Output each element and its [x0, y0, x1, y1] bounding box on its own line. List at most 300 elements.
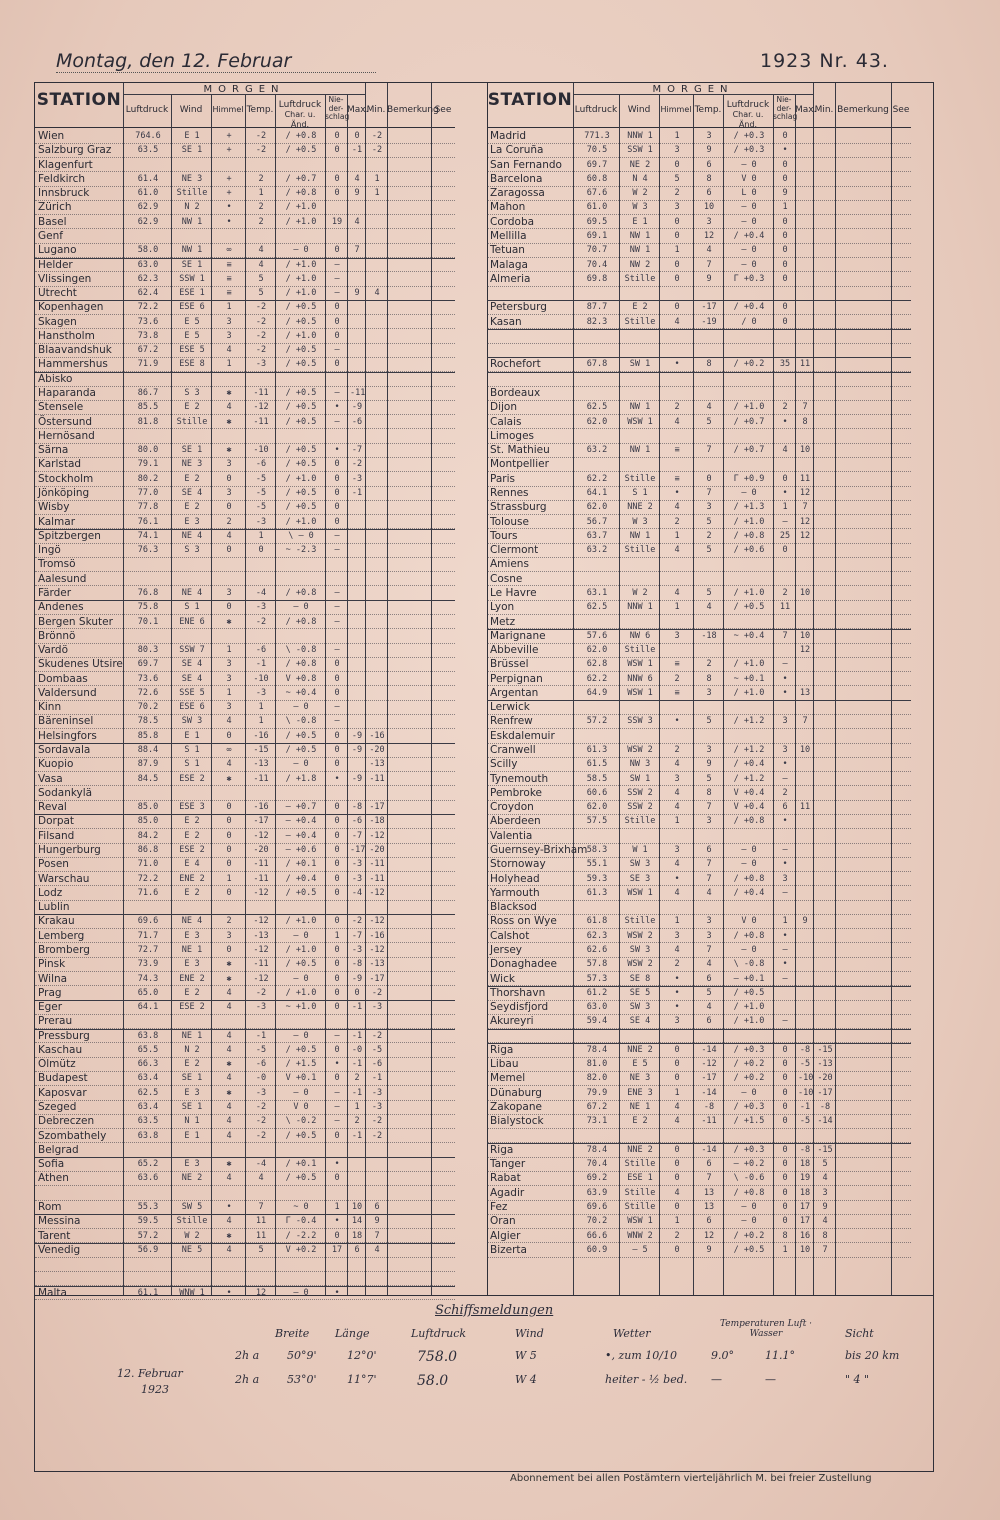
sky-value: 0 — [674, 259, 680, 270]
wind-value: SW 5 — [181, 1202, 203, 1212]
max-value: 10 — [799, 1244, 811, 1255]
wind-value: ESE 5 — [179, 345, 205, 356]
sky-value: ✱ — [226, 1087, 232, 1098]
ship-cell: 9.0° — [711, 1349, 734, 1362]
wind-value: SW 1 — [629, 359, 651, 370]
wind-value: E 1 — [184, 1130, 200, 1141]
wind-value: SW 3 — [181, 716, 203, 727]
precipitation-value: — — [334, 259, 340, 270]
wind-value: ENE 2 — [179, 873, 205, 884]
pressure-value: 55.3 — [137, 1202, 159, 1212]
station-name: Zürich — [38, 201, 72, 214]
pressure-change-value: — 0 — [293, 702, 309, 713]
ship-header: Wind — [515, 1327, 544, 1340]
wind-value: ESE 3 — [179, 802, 205, 813]
max-value: 19 — [799, 1173, 811, 1184]
pressure-value: 82.0 — [586, 1073, 608, 1084]
wind-value: SSW 2 — [627, 787, 653, 798]
temperature-value: 5 — [706, 987, 712, 998]
wind-value: S 1 — [184, 602, 200, 613]
pressure-change-value: / +1.0 — [285, 944, 317, 955]
pressure-change-value: — 0 — [293, 759, 309, 770]
pressure-change-value: / 0 — [741, 316, 757, 327]
pressure-change-value: / +0.5 — [285, 887, 317, 898]
table-row — [35, 472, 455, 486]
precipitation-value: 0 — [334, 302, 340, 313]
station-name: Karlstad — [38, 458, 82, 471]
temperature-value: 1 — [258, 702, 264, 713]
temperature-value: 8 — [706, 673, 712, 684]
sky-value: 4 — [674, 1116, 680, 1127]
table-row — [35, 1286, 455, 1300]
station-name: Memel — [490, 1072, 526, 1085]
table-row — [35, 772, 455, 786]
min-value: -18 — [369, 816, 385, 827]
table-row — [487, 515, 911, 529]
precipitation-value: • — [334, 1287, 340, 1298]
wind-value: NE 1 — [181, 944, 203, 955]
min-value: -20 — [369, 845, 385, 855]
pressure-value: 80.2 — [137, 473, 159, 484]
precipitation-value: 0 — [334, 959, 340, 970]
max-value: 0 — [354, 987, 360, 998]
precipitation-value: 0 — [334, 887, 340, 898]
temperature-value: -12 — [253, 916, 269, 927]
pressure-change-value: / +0.8 — [285, 587, 317, 598]
wind-value: E 2 — [184, 402, 200, 413]
pressure-value: 59.5 — [137, 1216, 159, 1227]
temperature-value: 2 — [706, 530, 712, 541]
sky-value: 1 — [674, 245, 680, 256]
ship-cell: bis 20 km — [845, 1349, 900, 1362]
wind-value: E 2 — [632, 1116, 648, 1127]
pressure-change-value: / +0.4 — [733, 759, 765, 770]
ship-cell: 11.1° — [765, 1349, 795, 1362]
max-value: 8 — [802, 416, 808, 427]
temperature-value: -2 — [255, 1102, 267, 1113]
station-name: Tromsö — [38, 558, 76, 571]
precipitation-value: — — [334, 273, 340, 284]
issue-number: 1923 Nr. 43. — [760, 50, 889, 72]
sky-value: ≡ — [674, 445, 680, 456]
pressure-value: 81.0 — [586, 1059, 608, 1070]
station-name: Montpellier — [490, 458, 549, 471]
min-value: 5 — [822, 1159, 828, 1170]
pressure-value: 63.9 — [586, 1187, 608, 1198]
precipitation-value: 0 — [334, 816, 340, 827]
table-row — [35, 1057, 455, 1071]
pressure-value: 63.2 — [586, 545, 608, 556]
pressure-change-value: / +0.5 — [285, 502, 317, 513]
station-name: Argentan — [490, 686, 539, 699]
table-row — [487, 143, 911, 157]
wind-value: WSW 1 — [627, 1216, 653, 1227]
station-name: Thorshavn — [490, 986, 546, 999]
station-name: Madrid — [490, 130, 527, 142]
pressure-value: 58.0 — [137, 245, 159, 256]
station-name: Wick — [490, 972, 515, 985]
max-value: 13 — [799, 687, 811, 698]
sky-value: 4 — [674, 787, 680, 798]
table-row — [487, 557, 911, 571]
niederschlag-header — [773, 95, 798, 122]
precipitation-value: 0 — [334, 745, 340, 756]
temperature-value: -3 — [255, 359, 267, 370]
table-row — [35, 814, 455, 828]
sky-value: 4 — [674, 502, 680, 513]
max-value: 10 — [799, 630, 811, 641]
table-row — [487, 757, 911, 771]
max-value: -7 — [351, 445, 363, 456]
temperature-value: -12 — [253, 973, 269, 984]
sky-value: + — [226, 173, 232, 184]
table-row — [487, 1214, 911, 1228]
pressure-value: 73.6 — [137, 673, 159, 684]
precipitation-value: 0 — [334, 459, 340, 470]
temperature-value: -15 — [253, 745, 269, 756]
sky-value: 2 — [674, 673, 680, 684]
station-name: Riga — [490, 1143, 514, 1156]
table-row — [35, 1100, 455, 1114]
max-value: 10 — [351, 1202, 363, 1212]
station-name: Olmütz — [38, 1058, 76, 1071]
pressure-change-value: — 0 — [741, 259, 757, 270]
precipitation-value: 0 — [334, 987, 340, 998]
pressure-value: 73.1 — [586, 1116, 608, 1127]
table-row — [487, 1000, 911, 1014]
morgen-label: MORGEN — [652, 84, 734, 95]
sky-value: 1 — [674, 1216, 680, 1227]
table-row — [487, 800, 911, 814]
max-value: -3 — [351, 859, 363, 870]
temperature-value: -6 — [255, 645, 267, 656]
ship-cell: 58.0 — [417, 1373, 449, 1389]
min-value: -12 — [369, 916, 385, 927]
pressure-value: 67.2 — [137, 345, 159, 356]
max-value: 11 — [799, 359, 811, 370]
pressure-change-value: / +1.0 — [733, 516, 765, 527]
pressure-change-value: — 0 — [293, 245, 309, 256]
wind-value: E 2 — [632, 302, 648, 313]
pressure-change-value: / +0.4 — [733, 230, 765, 241]
pressure-value: 70.2 — [137, 702, 159, 713]
temperature-value: 3 — [706, 216, 712, 227]
wind-value: SE 8 — [629, 973, 651, 984]
pressure-change-value: V 0 — [293, 1102, 309, 1113]
precipitation-value: 0 — [334, 687, 340, 698]
pressure-change-value: ~ -2.3 — [285, 545, 317, 556]
wind-value: Stille — [624, 1159, 656, 1170]
pressure-value: 78.4 — [586, 1044, 608, 1055]
sky-value: 4 — [674, 859, 680, 870]
temperature-value: -1 — [255, 659, 267, 670]
pressure-change-value: V +0.1 — [285, 1073, 317, 1084]
pressure-value: 55.1 — [586, 859, 608, 870]
wind-value: E 3 — [184, 959, 200, 970]
min-value: 6 — [374, 1202, 380, 1212]
niederschlag_3: schlag — [325, 112, 350, 121]
max-value: -5 — [799, 1116, 811, 1127]
pressure-value: 63.0 — [137, 259, 159, 270]
sky-value: 1 — [674, 131, 680, 141]
precipitation-value: 0 — [334, 488, 340, 498]
precipitation-value: • — [334, 402, 340, 413]
pressure-change-value: / +0.4 — [285, 873, 317, 884]
station-name: Ross on Wye — [490, 915, 557, 928]
station-name: Akureyri — [490, 1015, 534, 1028]
table-row — [35, 857, 455, 871]
temperature-value: -10 — [253, 445, 269, 456]
station-name: Tanger — [490, 1158, 526, 1171]
wind-value: Stille — [176, 188, 208, 199]
pressure-change-value: / +1.0 — [733, 1016, 765, 1027]
sky-value: 0 — [674, 1173, 680, 1184]
station-name: Limoges — [490, 429, 535, 442]
luftdruck-change-header — [275, 100, 325, 130]
pressure-value: 79.1 — [137, 459, 159, 470]
pressure-value: 66.3 — [137, 1059, 159, 1070]
pressure-value: 70.4 — [586, 1159, 608, 1170]
pressure-change-value: — 0 — [293, 1287, 309, 1298]
max-header: Max. — [347, 105, 369, 115]
temperature-value: -11 — [253, 388, 269, 399]
sky-value: 0 — [226, 545, 232, 556]
wind-value: ESE 8 — [179, 359, 205, 370]
sky-value: 4 — [226, 1216, 232, 1227]
station-name: San Fernando — [490, 158, 562, 171]
temperature-value: 6 — [706, 1016, 712, 1027]
pressure-value: 71.6 — [137, 887, 159, 898]
wind-value: E 3 — [184, 1159, 200, 1170]
station-name: Feldkirch — [38, 172, 86, 185]
station-name: Tolouse — [490, 515, 529, 528]
temperature-value: -16 — [253, 802, 269, 813]
pressure-value: 56.7 — [586, 516, 608, 527]
table-row — [35, 229, 455, 243]
wind-value: N 1 — [184, 1116, 200, 1127]
pressure-value: 61.4 — [137, 173, 159, 184]
precipitation-value: — — [334, 616, 340, 627]
station-name: Särna — [38, 444, 69, 457]
station-name: Holyhead — [490, 872, 540, 885]
wind-value: E 5 — [632, 1059, 648, 1070]
pressure-value: 78.5 — [137, 716, 159, 727]
temp-header: Temp. — [246, 105, 274, 115]
min-value: -20 — [817, 1073, 833, 1084]
wind-header: Wind — [179, 105, 203, 115]
pressure-value: 80.0 — [137, 445, 159, 456]
table-row — [487, 500, 911, 514]
pressure-value: 63.4 — [137, 1102, 159, 1113]
wind-value: NW 1 — [629, 402, 651, 413]
station-name: Hungerburg — [38, 844, 101, 856]
sky-value: ≡ — [226, 273, 232, 284]
sky-value: 3 — [226, 673, 232, 684]
station-name: Sodankylä — [38, 786, 93, 799]
table-row — [487, 186, 911, 200]
table-row — [487, 400, 911, 414]
sky-value: ✱ — [226, 773, 232, 784]
wind-value: WSW 1 — [627, 659, 653, 670]
station-name: Spitzbergen — [38, 529, 101, 542]
temperature-value: -10 — [253, 673, 269, 684]
pressure-value: 764.6 — [135, 131, 161, 141]
pressure-value: 69.6 — [137, 916, 159, 927]
wind-value: SSW 7 — [179, 645, 205, 656]
max-value: -0 — [351, 1044, 363, 1055]
wind-value: WNW 2 — [627, 1230, 653, 1241]
pressure-value: 62.9 — [137, 216, 159, 227]
station-name: Klagenfurt — [38, 158, 93, 171]
table-row — [35, 929, 455, 943]
station-name: Reval — [38, 801, 67, 814]
pressure-change-value: / +0.5 — [285, 402, 317, 413]
precipitation-value: — — [334, 702, 340, 713]
station-name: Cordoba — [490, 215, 535, 228]
table-row — [487, 215, 911, 229]
sky-value: 4 — [674, 944, 680, 955]
pressure-change-value: / +0.5 — [285, 745, 317, 756]
pressure-change-value: ~ +0.4 — [733, 630, 765, 641]
table-row — [35, 1071, 455, 1085]
precipitation-value: 0 — [782, 131, 788, 141]
ship-cell: 12°0' — [347, 1349, 377, 1362]
pressure-change-value: / +0.3 — [733, 1144, 765, 1155]
sky-value: 4 — [226, 1130, 232, 1141]
wind-value: NW 1 — [181, 216, 203, 227]
pressure-change-value: / +0.5 — [285, 345, 317, 356]
precipitation-value: • — [782, 687, 788, 698]
precipitation-value: 0 — [782, 1116, 788, 1127]
sky-value: 4 — [226, 1030, 232, 1041]
station-name: Libau — [490, 1058, 519, 1071]
max-value: -10 — [798, 1087, 814, 1098]
precipitation-value: 0 — [334, 916, 340, 927]
table-row — [35, 1257, 455, 1271]
pressure-value: 71.0 — [137, 859, 159, 870]
table-row — [35, 657, 455, 671]
wind-value: NE 3 — [181, 173, 203, 184]
min-value: -12 — [369, 944, 385, 955]
ship-cell: 2h a — [235, 1373, 260, 1386]
temperature-value: -2 — [255, 131, 267, 141]
temperature-value: -5 — [255, 473, 267, 484]
pressure-change-value: / +0.5 — [285, 959, 317, 970]
temperature-value: 6 — [706, 973, 712, 984]
pressure-change-value: / +0.5 — [285, 316, 317, 327]
precipitation-value: 0 — [334, 845, 340, 855]
station-name: Yarmouth — [490, 886, 540, 899]
wind-value: NE 5 — [181, 1244, 203, 1255]
pressure-change-value: / +0.5 — [285, 1173, 317, 1184]
max-value: 12 — [799, 516, 811, 527]
precipitation-value: • — [782, 416, 788, 427]
temperature-value: 12 — [255, 1287, 267, 1298]
wind-value: ENE 2 — [179, 973, 205, 984]
station-name: Bizerta — [490, 1243, 527, 1256]
pressure-value: 70.1 — [137, 616, 159, 627]
max-value: 14 — [351, 1216, 363, 1227]
temperature-value: 7 — [258, 1202, 264, 1212]
station-name: Prag — [38, 986, 62, 999]
station-name: Riga — [490, 1043, 514, 1056]
wind-value: E 2 — [184, 473, 200, 484]
min-value: -13 — [369, 759, 385, 770]
table-row — [35, 943, 455, 957]
precipitation-value: 1 — [782, 202, 788, 213]
table-row — [487, 857, 911, 871]
table-row — [35, 1229, 455, 1243]
wind-value: NW 6 — [629, 630, 651, 641]
sky-value: 1 — [674, 1087, 680, 1098]
max-value: 18 — [351, 1230, 363, 1241]
sky-value: 2 — [226, 516, 232, 527]
precipitation-value: 0 — [782, 1202, 788, 1212]
max-value: -9 — [351, 402, 363, 413]
temperature-value: -11 — [253, 859, 269, 870]
table-row — [35, 1186, 455, 1200]
pressure-value: 66.6 — [586, 1230, 608, 1241]
precipitation-value: 0 — [782, 316, 788, 327]
pressure-value: 63.7 — [586, 530, 608, 541]
table-row — [35, 1029, 455, 1043]
temperature-value: -5 — [255, 1044, 267, 1055]
precipitation-value: • — [782, 859, 788, 870]
wind-value: Stille — [176, 416, 208, 427]
pressure-change-value: / +0.2 — [733, 1073, 765, 1084]
station-name: Skagen — [38, 315, 77, 328]
table-row — [35, 629, 455, 643]
precipitation-value: 0 — [334, 873, 340, 884]
table-row — [487, 415, 911, 429]
precipitation-value: 0 — [334, 659, 340, 670]
precipitation-value: 0 — [782, 230, 788, 241]
table-row — [487, 1186, 911, 1200]
pressure-change-value: — 0 — [741, 159, 757, 170]
sky-value: 5 — [674, 173, 680, 184]
table-row — [487, 1014, 911, 1028]
pressure-change-value: / +0.4 — [733, 302, 765, 313]
min-value: 9 — [374, 1216, 380, 1227]
pressure-value: 73.8 — [137, 330, 159, 341]
temperature-value: -4 — [255, 587, 267, 598]
table-row — [487, 472, 911, 486]
min-value: -15 — [817, 1044, 833, 1055]
max-value: 17 — [799, 1202, 811, 1212]
station-name: Bäreninsel — [38, 715, 94, 728]
station-name: Abbeville — [490, 644, 539, 657]
sky-value: ✱ — [226, 959, 232, 970]
station-name: Lemberg — [38, 929, 85, 942]
sky-value: 4 — [674, 416, 680, 427]
pressure-value: 62.3 — [137, 273, 159, 284]
temperature-value: -12 — [253, 944, 269, 955]
sky-value: 4 — [226, 716, 232, 727]
station-name: Utrecht — [38, 287, 77, 300]
temperature-value: -12 — [253, 887, 269, 898]
pressure-change-value: \ -0.8 — [733, 959, 765, 970]
pressure-change-value: / +0.8 — [733, 530, 765, 541]
wind-value: E 1 — [184, 730, 200, 741]
temperature-value: 3 — [706, 502, 712, 513]
pressure-value: 62.5 — [586, 602, 608, 613]
station-name: Pinsk — [38, 958, 66, 971]
pressure-change-value: — 0 — [293, 1087, 309, 1098]
sky-value: • — [674, 359, 680, 370]
temperature-value: -13 — [253, 759, 269, 770]
wind-value: WSW 1 — [627, 887, 653, 898]
wind-value: SSE 5 — [179, 687, 205, 698]
